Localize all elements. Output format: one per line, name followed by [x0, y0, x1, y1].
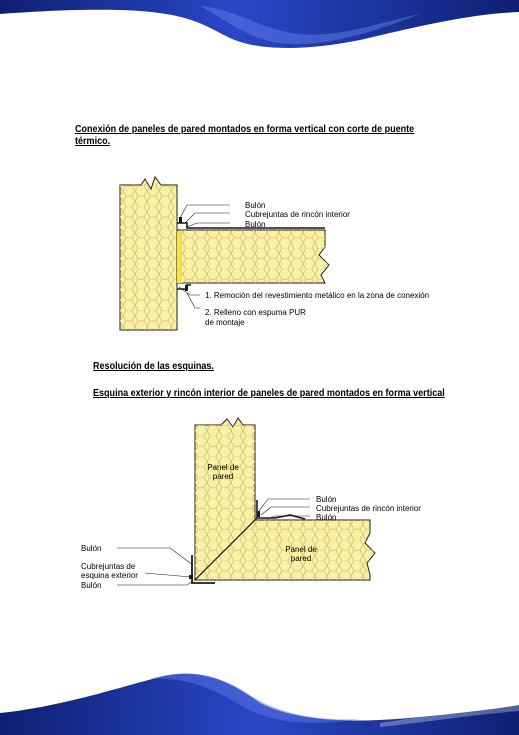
label-note2-line2: de montaje — [205, 318, 245, 327]
section1-title: Conexión de paneles de pared montados en forma vertical con corte de puente térmico. — [75, 123, 415, 147]
section2-title: Resolución de las esquinas. — [93, 360, 214, 372]
label-panel-vertical-2: pared — [212, 472, 234, 481]
horizontal-panel — [177, 230, 329, 283]
label-bulon-left: Bulón — [81, 544, 102, 553]
label-bulon-bottom: Bulón — [245, 220, 266, 229]
label-cubrejuntas-exterior-2: esquina exterior — [81, 571, 138, 580]
label-bulon-bottom-2: Bulón — [81, 581, 102, 590]
label-bulon-top: Bulón — [245, 201, 266, 210]
label-panel-horizontal-1: Panel de — [285, 545, 317, 554]
diagram-corner-resolution — [75, 415, 475, 595]
foam-filler — [177, 231, 182, 283]
diagram-vertical-panel-connection — [75, 165, 475, 345]
label-bulon-top-2: Bulón — [316, 495, 337, 504]
header-decoration — [0, 0, 519, 56]
label-panel-horizontal-2: pared — [290, 554, 312, 563]
label-bulon-mid: Bulón — [316, 513, 337, 522]
footer-decoration — [0, 665, 519, 735]
label-cubrejuntas-interior: Cubrejuntas de rincón interior — [316, 504, 421, 513]
label-note1: 1. Remoción del revestimiento metálico en la zona de conexión — [205, 291, 430, 300]
label-cubrejuntas-exterior-1: Cubrejuntas de — [81, 562, 136, 571]
label-cubrejuntas: Cubrejuntas de rincón interior — [245, 210, 350, 219]
label-panel-vertical-1: Panel de — [207, 463, 239, 472]
label-note2-line1: 2. Relleno con espuma PUR — [205, 308, 306, 317]
section2-subtitle: Esquina exterior y rincón interior de paneles de pared montados en forma vertical — [93, 387, 445, 399]
vertical-panel — [120, 177, 177, 330]
bolt-marker — [179, 217, 182, 223]
